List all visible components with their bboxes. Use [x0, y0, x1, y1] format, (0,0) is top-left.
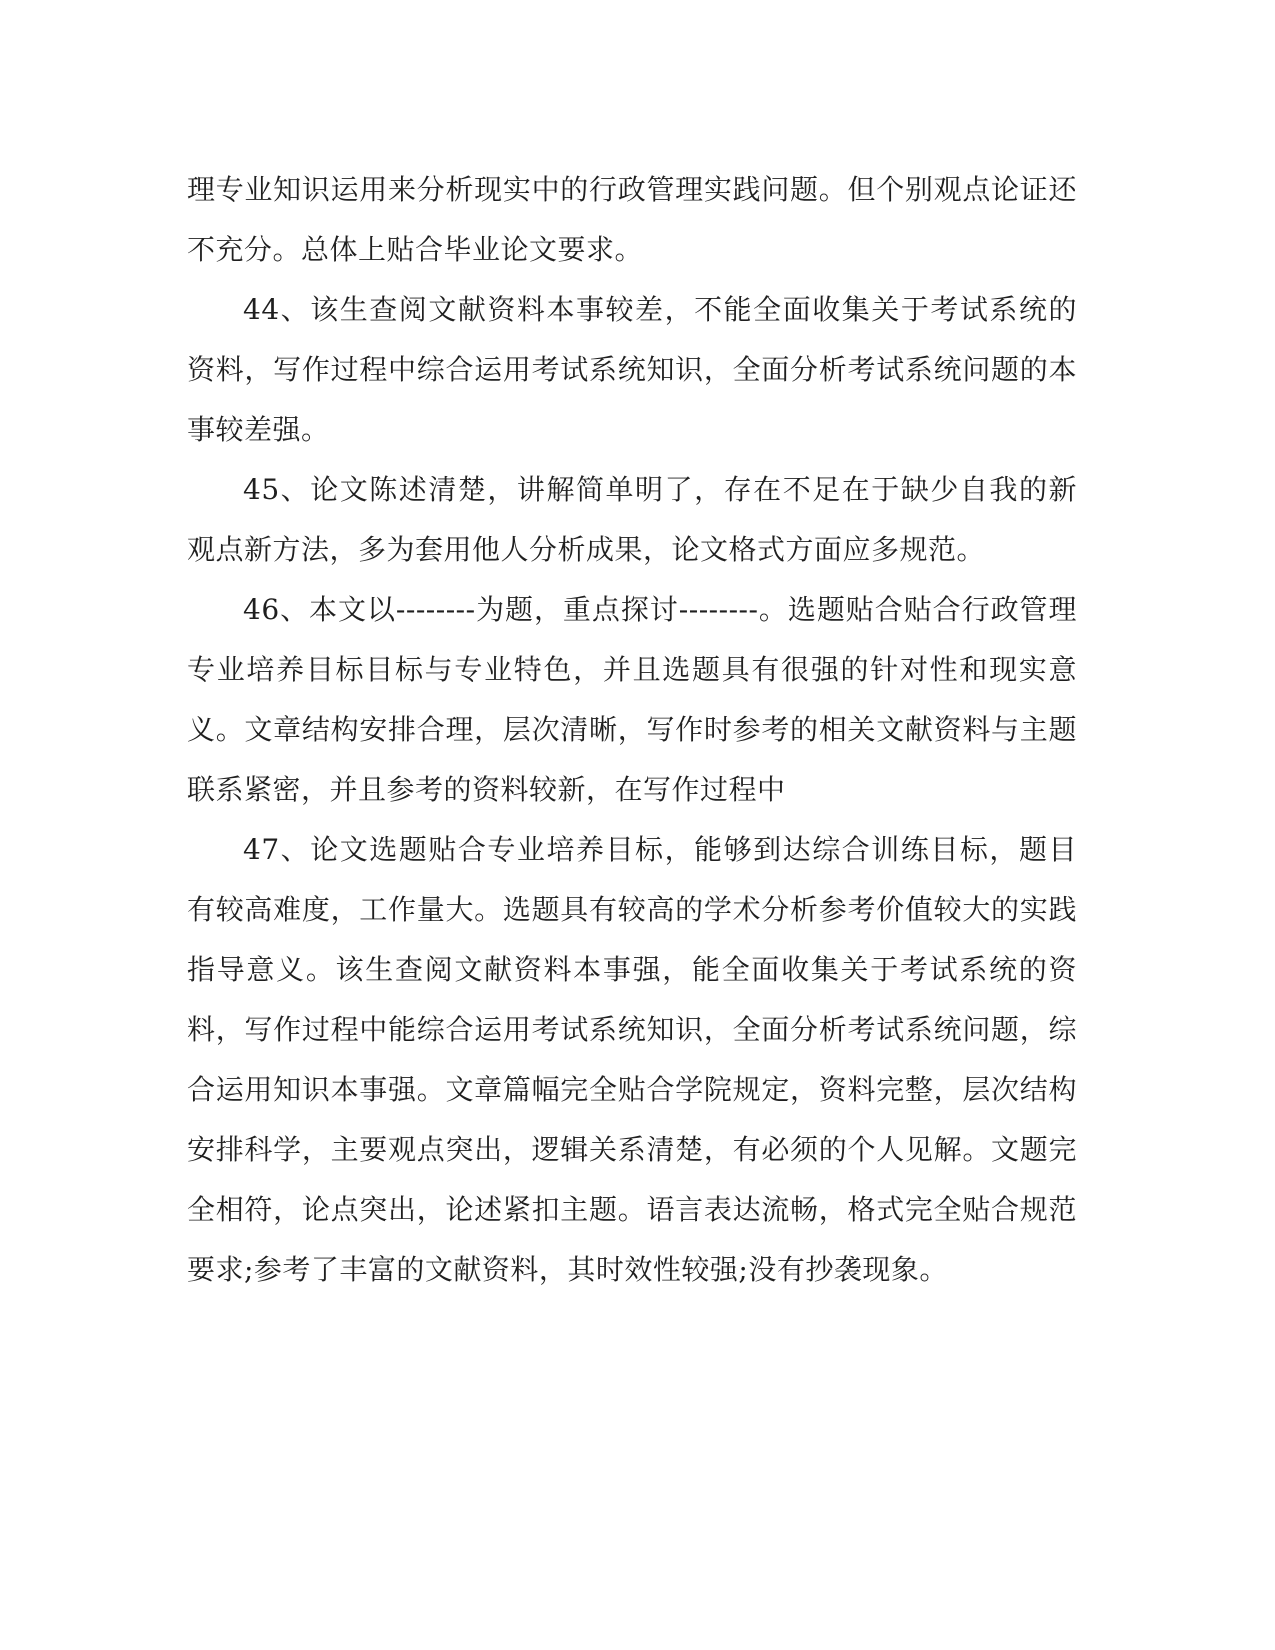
paragraph-continuation: 理专业知识运用来分析现实中的行政管理实践问题。但个别观点论证还不充分。总体上贴合毕业论文要求。: [187, 173, 1077, 266]
paragraph-item-47: 47、论文选题贴合专业培养目标，能够到达综合训练目标，题目有较高难度，工作量大。选题具有较高的学术分析参考价值较大的实践指导意义。该生查阅文献资料本事强，能全面收集关于考试系统的资料，写作过程中能综合运用考试系统知识，全面分析考试系统问题，综合运用知识本事强。文章篇幅完全贴合学院规定，资料完整，层次结构安排科学，主要观点突出，逻辑关系清楚，有必须的个人见解。文题完全相符，论点突出，论述紧扣主题。语言表达流畅，格式完全贴合规范要求;参考了丰富的文献资料，其时效性较强;没有抄袭现象。: [187, 833, 1077, 1286]
paragraph-item-46: 46、本文以--------为题，重点探讨--------。选题贴合贴合行政管理专业培养目标目标与专业特色，并且选题具有很强的针对性和现实意义。文章结构安排合理，层次清晰，写作时参考的相关文献资料与主题联系紧密，并且参考的资料较新，在写作过程中: [187, 593, 1077, 806]
paragraph-item-45: 45、论文陈述清楚，讲解简单明了，存在不足在于缺少自我的新观点新方法，多为套用他人分析成果，论文格式方面应多规范。: [187, 473, 1077, 566]
paragraph-item-44: 44、该生查阅文献资料本事较差，不能全面收集关于考试系统的资料，写作过程中综合运用考试系统知识，全面分析考试系统问题的本事较差强。: [187, 293, 1077, 446]
document-body: [187, 160, 1077, 1300]
